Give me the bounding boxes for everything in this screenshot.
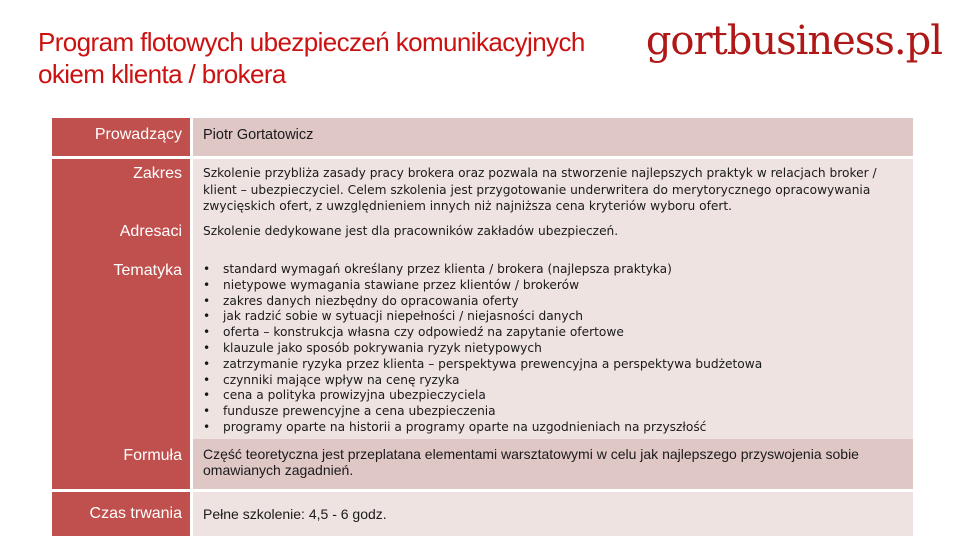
company-logo: gortbusiness.pl: [645, 18, 942, 64]
label-adresaci: Adresaci: [52, 216, 190, 256]
topic-item: • fundusze prewencyjne a cena ubezpieczenia: [203, 404, 913, 420]
topic-item: • jak radzić sobie w sytuacji niepełności / niejasności danych: [203, 309, 913, 325]
label-prowadzacy: Prowadzący: [52, 118, 190, 156]
value-tematyka: [193, 256, 913, 439]
topic-item: • zatrzymanie ryzyka przez klienta – perspektywa prewencyjna a perspektywa budżetowa: [203, 357, 913, 373]
value-czas-trwania: Pełne szkolenie: 4,5 - 6 godz.: [193, 492, 913, 536]
slide-title: [38, 26, 678, 90]
title-line-2: okiem klienta / brokera: [38, 59, 286, 89]
value-formula: Część teoretyczna jest przeplatana elementami warsztatowymi w celu jak najlepszego przyswojenia sobie omawianych zagadnień.: [193, 439, 913, 489]
topic-item: • zakres danych niezbędny do opracowania oferty: [203, 294, 913, 310]
value-zakres: Szkolenie przybliża zasady pracy brokera oraz pozwala na stworzenie najlepszych praktyk w relacjach broker / klient – ubezpieczyciel. Celem szkolenia jest przygotowanie underwritera do merytorycznego opracowywania zwycięskich ofert, z uwzględnieniem innych niż najniższa cena kryteriów wyboru ofert.: [193, 159, 913, 216]
title-line-1: Program flotowych ubezpieczeń komunikacyjnych: [38, 27, 585, 57]
topic-item: • programy oparte na historii a programy oparte na uzgodnieniach na przyszłość: [203, 420, 913, 436]
label-zakres: Zakres: [52, 159, 190, 216]
label-formula: Formuła: [52, 439, 190, 489]
row-divider: [52, 489, 913, 492]
value-prowadzacy: Piotr Gortatowicz: [193, 118, 913, 156]
topic-item: • czynniki mające wpływ na cenę ryzyka: [203, 373, 913, 389]
topic-item: • cena a polityka prowizyjna ubezpieczyciela: [203, 388, 913, 404]
value-adresaci: Szkolenie dedykowane jest dla pracowników zakładów ubezpieczeń.: [193, 216, 913, 256]
topics-list: [203, 262, 913, 436]
topic-item: • nietypowe wymagania stawiane przez klientów / brokerów: [203, 278, 913, 294]
label-tematyka: Tematyka: [52, 256, 190, 439]
topic-item: • oferta – konstrukcja własna czy odpowiedź na zapytanie ofertowe: [203, 325, 913, 341]
label-czas-trwania: Czas trwania: [52, 492, 190, 536]
row-divider: [52, 156, 913, 159]
topic-item: • standard wymagań określany przez klienta / brokera (najlepsza praktyka): [203, 262, 913, 278]
topic-item: • klauzule jako sposób pokrywania ryzyk nietypowych: [203, 341, 913, 357]
